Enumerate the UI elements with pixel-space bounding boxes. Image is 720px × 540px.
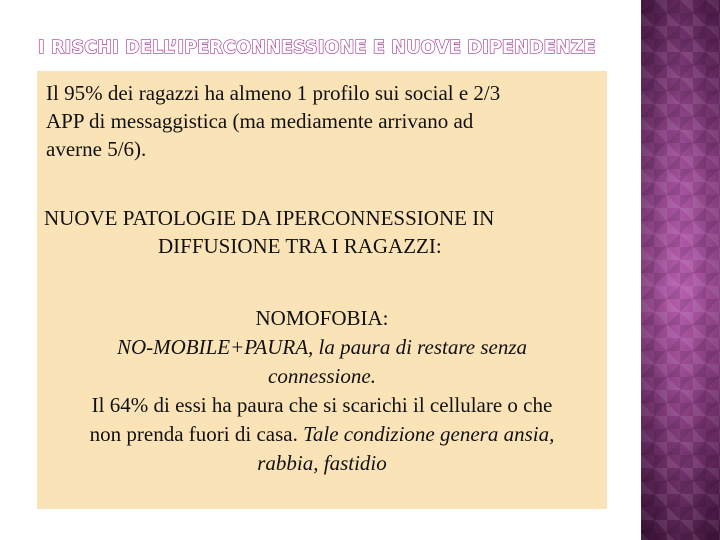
nomofobia-definition-line-2: connessione.: [268, 364, 376, 388]
paragraph-profiles-line-1: Il 95% dei ragazzi ha almeno 1 profilo sui social e 2/3: [46, 81, 501, 105]
paragraph-new-pathologies: [44, 204, 604, 260]
paragraph-profiles: [46, 79, 590, 163]
nomofobia-definition-line-1: NO-MOBILE+PAURA, la paura di restare senza: [116, 335, 528, 359]
paragraph-profiles-line-3: averne 5/6).: [46, 137, 147, 161]
nomofobia-stat-line-2-italic: Tale condizione genera ansia,: [303, 422, 555, 446]
paragraph-profiles-line-2: APP di messaggistica (ma mediamente arrivano ad: [46, 109, 474, 133]
nomofobia-stat-line-1: Il 64% di essi ha paura che si scarichi il cellulare o che: [91, 393, 553, 417]
nomofobia-stat-line-2: [40, 420, 604, 449]
nomofobia-heading-colon: :: [382, 306, 389, 330]
paragraph-pathologies-line-1: NUOVE PATOLOGIE DA IPERCONNESSIONE IN: [44, 206, 495, 230]
paragraph-pathologies-line-2: DIFFUSIONE TRA I RAGAZZI:: [158, 234, 442, 258]
nomofobia-stat-line-2-plain: non prenda fuori di casa.: [89, 422, 304, 446]
slide-title: I RISCHI DELL’IPERCONNESSIONE E NUOVE DIPENDENZE: [38, 38, 596, 58]
decorative-side-strip: [641, 0, 720, 540]
nomofobia-block: [40, 304, 604, 478]
side-strip-shading: [641, 0, 720, 540]
nomofobia-heading: NOMOFOBIA: [255, 306, 383, 330]
nomofobia-heading-line: [40, 304, 604, 333]
nomofobia-stat-line-3: rabbia, fastidio: [257, 451, 387, 475]
